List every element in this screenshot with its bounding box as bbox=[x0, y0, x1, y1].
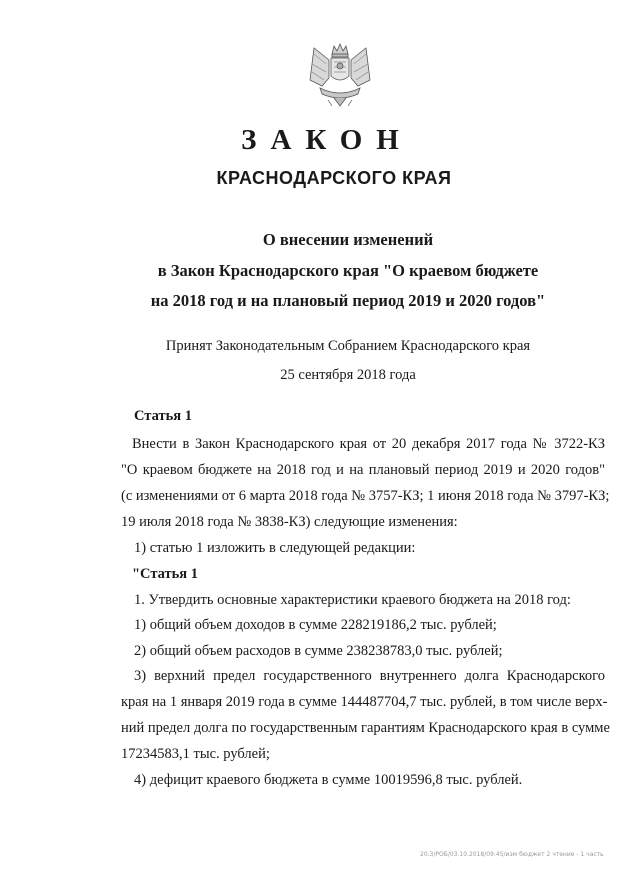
coat-of-arms-emblem bbox=[298, 40, 382, 110]
paragraph-line: (с изменениями от 6 марта 2018 года № 3757-КЗ; 1 июня 2018 года № 3797-КЗ; bbox=[121, 488, 610, 504]
list-item: 4) дефицит краевого бюджета в сумме 10019596,8 тыс. рублей. bbox=[134, 772, 523, 788]
paragraph-line: края на 1 января 2019 года в сумме 144487704,7 тыс. рублей, в том числе верх- bbox=[121, 694, 608, 710]
adoption-note-line-1: Принят Законодательным Собранием Краснодарского края bbox=[165, 338, 531, 354]
article-title: Статья 1 bbox=[134, 408, 192, 424]
list-item: 3) верхний предел государственного внутреннего долга Краснодарского bbox=[134, 668, 605, 684]
list-item: 1) статью 1 изложить в следующей редакции: bbox=[134, 540, 416, 556]
adoption-date: 25 сентября 2018 года bbox=[280, 367, 416, 383]
file-info-footer: 20.3/РОБ/03.10.2018/09:45/изм бюджет 2 чтение - 1 часть bbox=[420, 851, 604, 858]
document-heading-line-1: О внесении изменений bbox=[262, 230, 434, 249]
region-title: КРАСНОДАРСКОГО КРАЯ bbox=[216, 168, 452, 188]
list-item: 1. Утвердить основные характеристики краевого бюджета на 2018 год: bbox=[134, 592, 571, 608]
paragraph-line: 19 июля 2018 года № 3838-КЗ) следующие изменения: bbox=[121, 514, 458, 530]
law-title: ЗАКОН bbox=[241, 124, 413, 156]
paragraph-line: 17234583,1 тыс. рублей; bbox=[121, 746, 270, 762]
document-heading-line-3: на 2018 год и на плановый период 2019 и 2020 годов" bbox=[150, 291, 546, 310]
quoted-article-title: "Статья 1 bbox=[132, 566, 199, 582]
list-item: 1) общий объем доходов в сумме 228219186,2 тыс. рублей; bbox=[134, 617, 497, 633]
document-heading-line-2: в Закон Краснодарского края "О краевом бюджете bbox=[157, 261, 539, 280]
paragraph-line: ний предел долга по государственным гарантиям Краснодарского края в сумме bbox=[121, 720, 610, 736]
list-item: 2) общий объем расходов в сумме 238238783,0 тыс. рублей; bbox=[134, 643, 503, 659]
paragraph-line: Внести в Закон Краснодарского края от 20 декабря 2017 года № 3722-КЗ bbox=[132, 436, 605, 452]
paragraph-line: "О краевом бюджете на 2018 год и на плановый период 2019 и 2020 годов" bbox=[121, 462, 605, 478]
